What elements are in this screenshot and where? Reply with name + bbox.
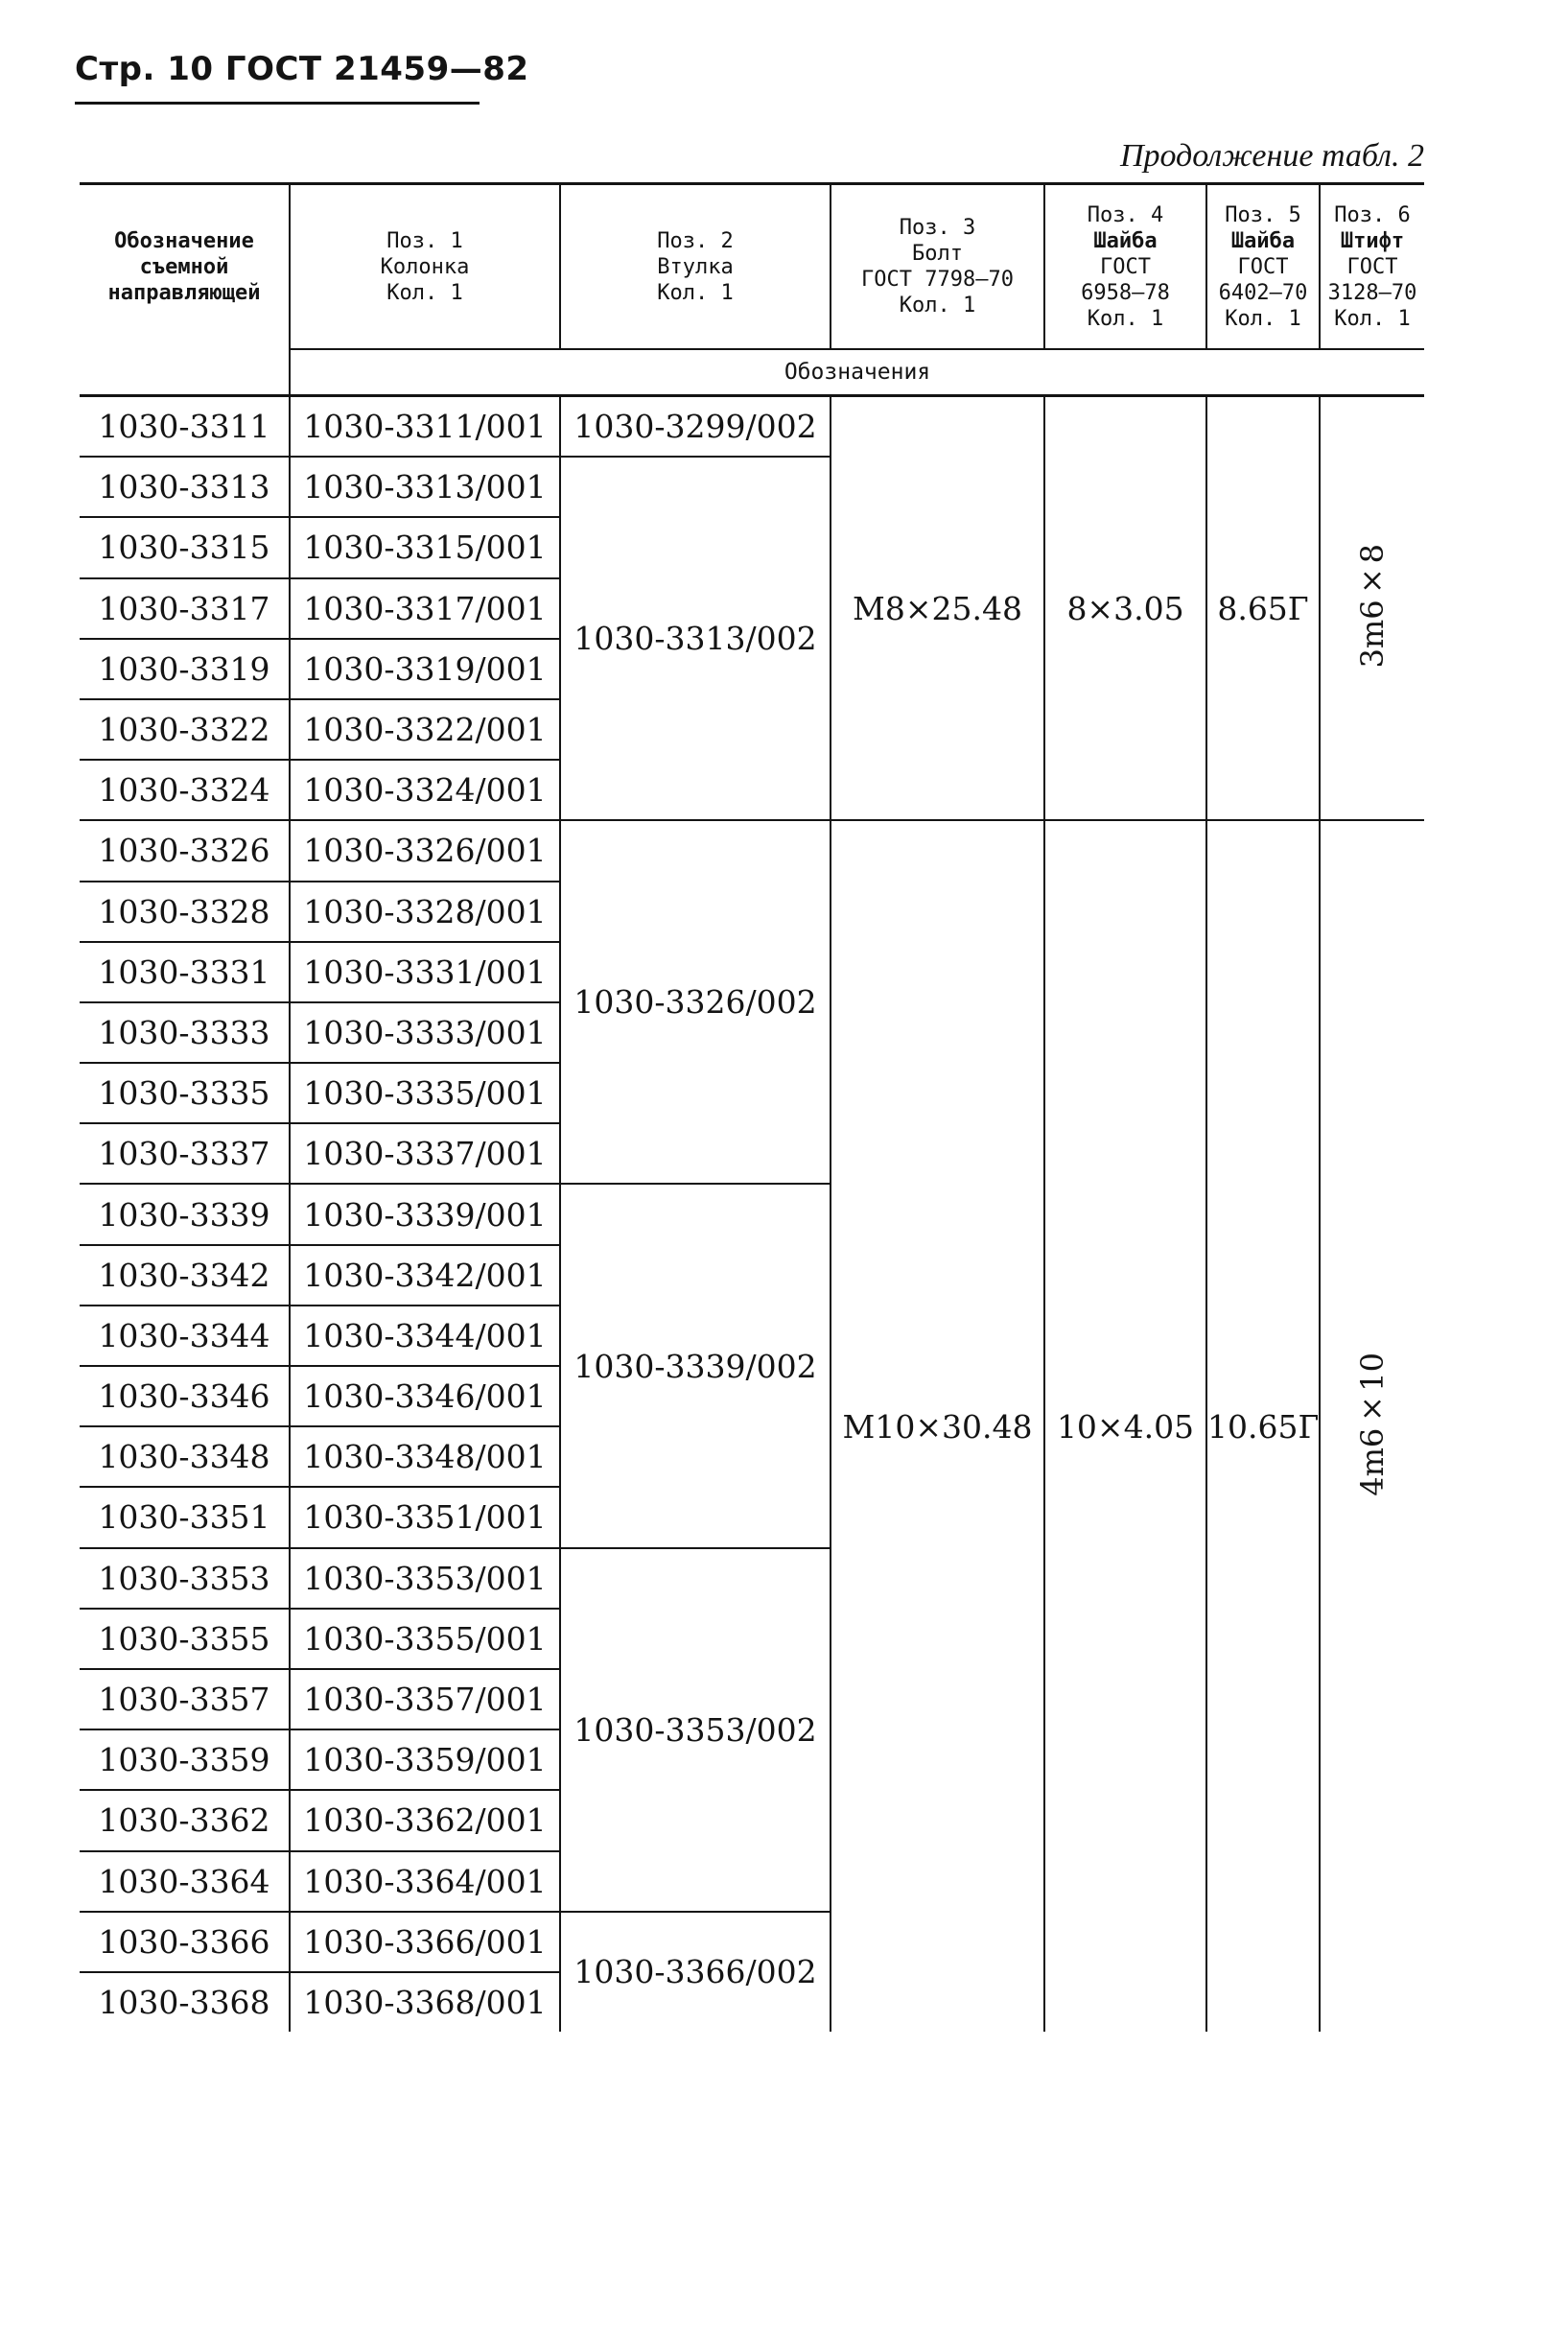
header-line: Штифт xyxy=(1340,228,1405,253)
designation-cell: 1030-3364 xyxy=(80,1851,290,1912)
header-line: Шайба xyxy=(1230,228,1296,253)
col-pos3-bolt-header xyxy=(831,184,1044,350)
header-line: Кол. 1 xyxy=(386,280,463,305)
pos1-cell: 1030-3346/001 xyxy=(290,1366,560,1426)
blank-cell xyxy=(80,349,290,396)
header-line: Кол. 1 xyxy=(899,294,976,318)
header-line: 3128—70 xyxy=(1327,280,1417,305)
header-line: Болт xyxy=(912,242,963,266)
designation-cell: 1030-3339 xyxy=(80,1184,290,1244)
pos1-cell: 1030-3335/001 xyxy=(290,1063,560,1123)
header-line: ГОСТ xyxy=(1346,254,1398,279)
pos5-cell: 10.65Г xyxy=(1206,820,1320,2032)
designation-cell: 1030-3342 xyxy=(80,1245,290,1306)
col-pos5-washer-header xyxy=(1206,184,1320,350)
col-pos1-column-header xyxy=(290,184,560,350)
pos1-cell: 1030-3324/001 xyxy=(290,760,560,820)
pos6-cell xyxy=(1320,396,1424,821)
designation-cell: 1030-3331 xyxy=(80,942,290,1002)
header-line: ГОСТ xyxy=(1100,254,1151,279)
pos6-cell xyxy=(1320,820,1424,2032)
designations-label: Обозначения xyxy=(290,349,1424,396)
pos1-cell: 1030-3342/001 xyxy=(290,1245,560,1306)
designation-cell: 1030-3322 xyxy=(80,699,290,760)
designation-cell: 1030-3368 xyxy=(98,1983,270,2021)
pos3-cell: M10×30.48 xyxy=(831,820,1044,2032)
designation-cell: 1030-3328 xyxy=(80,882,290,942)
header-line: Шайба xyxy=(1093,228,1158,253)
pos1-cell: 1030-3353/001 xyxy=(290,1548,560,1609)
pos1-cell: 1030-3348/001 xyxy=(290,1426,560,1487)
pos5-cell: 8.65Г xyxy=(1206,396,1320,821)
pos1-cell: 1030-3368/001 xyxy=(290,1972,560,2032)
pos4-cell: 8×3.05 xyxy=(1044,396,1206,821)
col-designation-header xyxy=(80,184,290,350)
pos1-cell: 1030-3333/001 xyxy=(290,1002,560,1063)
pos6-vertical-text: 4m6×10 xyxy=(1354,1352,1391,1496)
header-line: Поз. 2 xyxy=(657,228,734,253)
designation-cell: 1030-3346 xyxy=(80,1366,290,1426)
header-line: съемной xyxy=(139,255,229,279)
pos1-cell: 1030-3364/001 xyxy=(290,1851,560,1912)
pos1-cell: 1030-3366/001 xyxy=(290,1912,560,1972)
designation-cell: 1030-3344 xyxy=(80,1306,290,1366)
designation-cell: 1030-3351 xyxy=(80,1487,290,1547)
guide-spec-table xyxy=(80,182,1424,2032)
pos2-cell: 1030-3326/002 xyxy=(560,820,831,1184)
pos2-cell: 1030-3339/002 xyxy=(560,1184,831,1547)
header-line: 6402—70 xyxy=(1218,280,1308,305)
designation-cell: 1030-3311 xyxy=(80,396,290,458)
designation-cell: 1030-3313 xyxy=(80,457,290,517)
header-line: Обозначение xyxy=(114,229,254,253)
pos1-cell: 1030-3337/001 xyxy=(290,1123,560,1184)
pos1-cell: 1030-3328/001 xyxy=(290,882,560,942)
header-line: Поз. 3 xyxy=(899,216,976,240)
pos1-cell: 1030-3315/001 xyxy=(290,517,560,577)
designation-cell: 1030-3333 xyxy=(80,1002,290,1063)
pos1-cell: 1030-3355/001 xyxy=(290,1609,560,1669)
designation-cell: 1030-3315 xyxy=(80,517,290,577)
designation-cell: 1030-3366 xyxy=(80,1912,290,1972)
pos4-cell: 10×4.05 xyxy=(1044,820,1206,2032)
designation-cell: 1030-3324 xyxy=(80,760,290,820)
header-line: Кол. 1 xyxy=(1334,306,1411,331)
pos1-cell: 1030-3359/001 xyxy=(290,1729,560,1790)
designation-cell: 1030-3359 xyxy=(80,1729,290,1790)
col-pos2-bushing-header xyxy=(560,184,831,350)
table-row xyxy=(80,820,1424,881)
header-line: Поз. 5 xyxy=(1225,202,1301,227)
continuation-label: Продолжение табл. 2 xyxy=(1119,138,1424,174)
designation-cell: 1030-3353 xyxy=(80,1548,290,1609)
designation-cell: 1030-3317 xyxy=(80,578,290,639)
pos1-cell: 1030-3322/001 xyxy=(290,699,560,760)
designation-cell: 1030-3337 xyxy=(80,1123,290,1184)
pos1-cell: 1030-3339/001 xyxy=(290,1184,560,1244)
header-line: Колонка xyxy=(380,254,470,279)
pos1-cell: 1030-3331/001 xyxy=(290,942,560,1002)
header-line: ГОСТ 7798—70 xyxy=(861,268,1014,292)
header-line: направляющей xyxy=(107,281,261,305)
col-pos4-washer-header xyxy=(1044,184,1206,350)
pos1-cell: 1030-3317/001 xyxy=(290,578,560,639)
designation-cell: 1030-3326 xyxy=(80,820,290,881)
pos1-cell: 1030-3311/001 xyxy=(290,396,560,458)
header-line: ГОСТ xyxy=(1237,254,1289,279)
designation-cell: 1030-3355 xyxy=(80,1609,290,1669)
pos1-cell: 1030-3351/001 xyxy=(290,1487,560,1547)
designation-cell: 1030-3335 xyxy=(80,1063,290,1123)
header-rule xyxy=(75,102,480,105)
header-line: Кол. 1 xyxy=(657,280,734,305)
header-line: Поз. 6 xyxy=(1334,202,1411,227)
designation-cell: 1030-3348 xyxy=(80,1426,290,1487)
pos2-cell: 1030-3353/002 xyxy=(560,1548,831,1912)
pos1-cell: 1030-3326/001 xyxy=(290,820,560,881)
pos1-cell: 1030-3319/001 xyxy=(290,639,560,699)
header-line: Кол. 1 xyxy=(1087,306,1164,331)
header-line: 6958—78 xyxy=(1081,280,1170,305)
page-header: Стр. 10 ГОСТ 21459—82 xyxy=(75,50,529,88)
header-line: Поз. 4 xyxy=(1087,202,1164,227)
pos2-cell: 1030-3366/002 xyxy=(560,1912,831,2032)
pos2-cell: 1030-3313/002 xyxy=(560,457,831,820)
pos1-cell: 1030-3362/001 xyxy=(290,1790,560,1850)
pos1-cell: 1030-3357/001 xyxy=(290,1669,560,1729)
pos3-cell: M8×25.48 xyxy=(831,396,1044,821)
designation-cell: 1030-3357 xyxy=(80,1669,290,1729)
pos2-cell: 1030-3299/002 xyxy=(560,396,831,458)
header-line: Поз. 1 xyxy=(386,228,463,253)
pos1-cell: 1030-3344/001 xyxy=(290,1306,560,1366)
col-pos6-pin-header xyxy=(1320,184,1424,350)
table-row xyxy=(80,396,1424,458)
header-line: Кол. 1 xyxy=(1225,306,1301,331)
designation-cell: 1030-3362 xyxy=(80,1790,290,1850)
pos6-vertical-text: 3m6×8 xyxy=(1354,543,1391,669)
header-line: Втулка xyxy=(657,254,734,279)
designation-cell: 1030-3319 xyxy=(80,639,290,699)
pos1-cell: 1030-3313/001 xyxy=(290,457,560,517)
